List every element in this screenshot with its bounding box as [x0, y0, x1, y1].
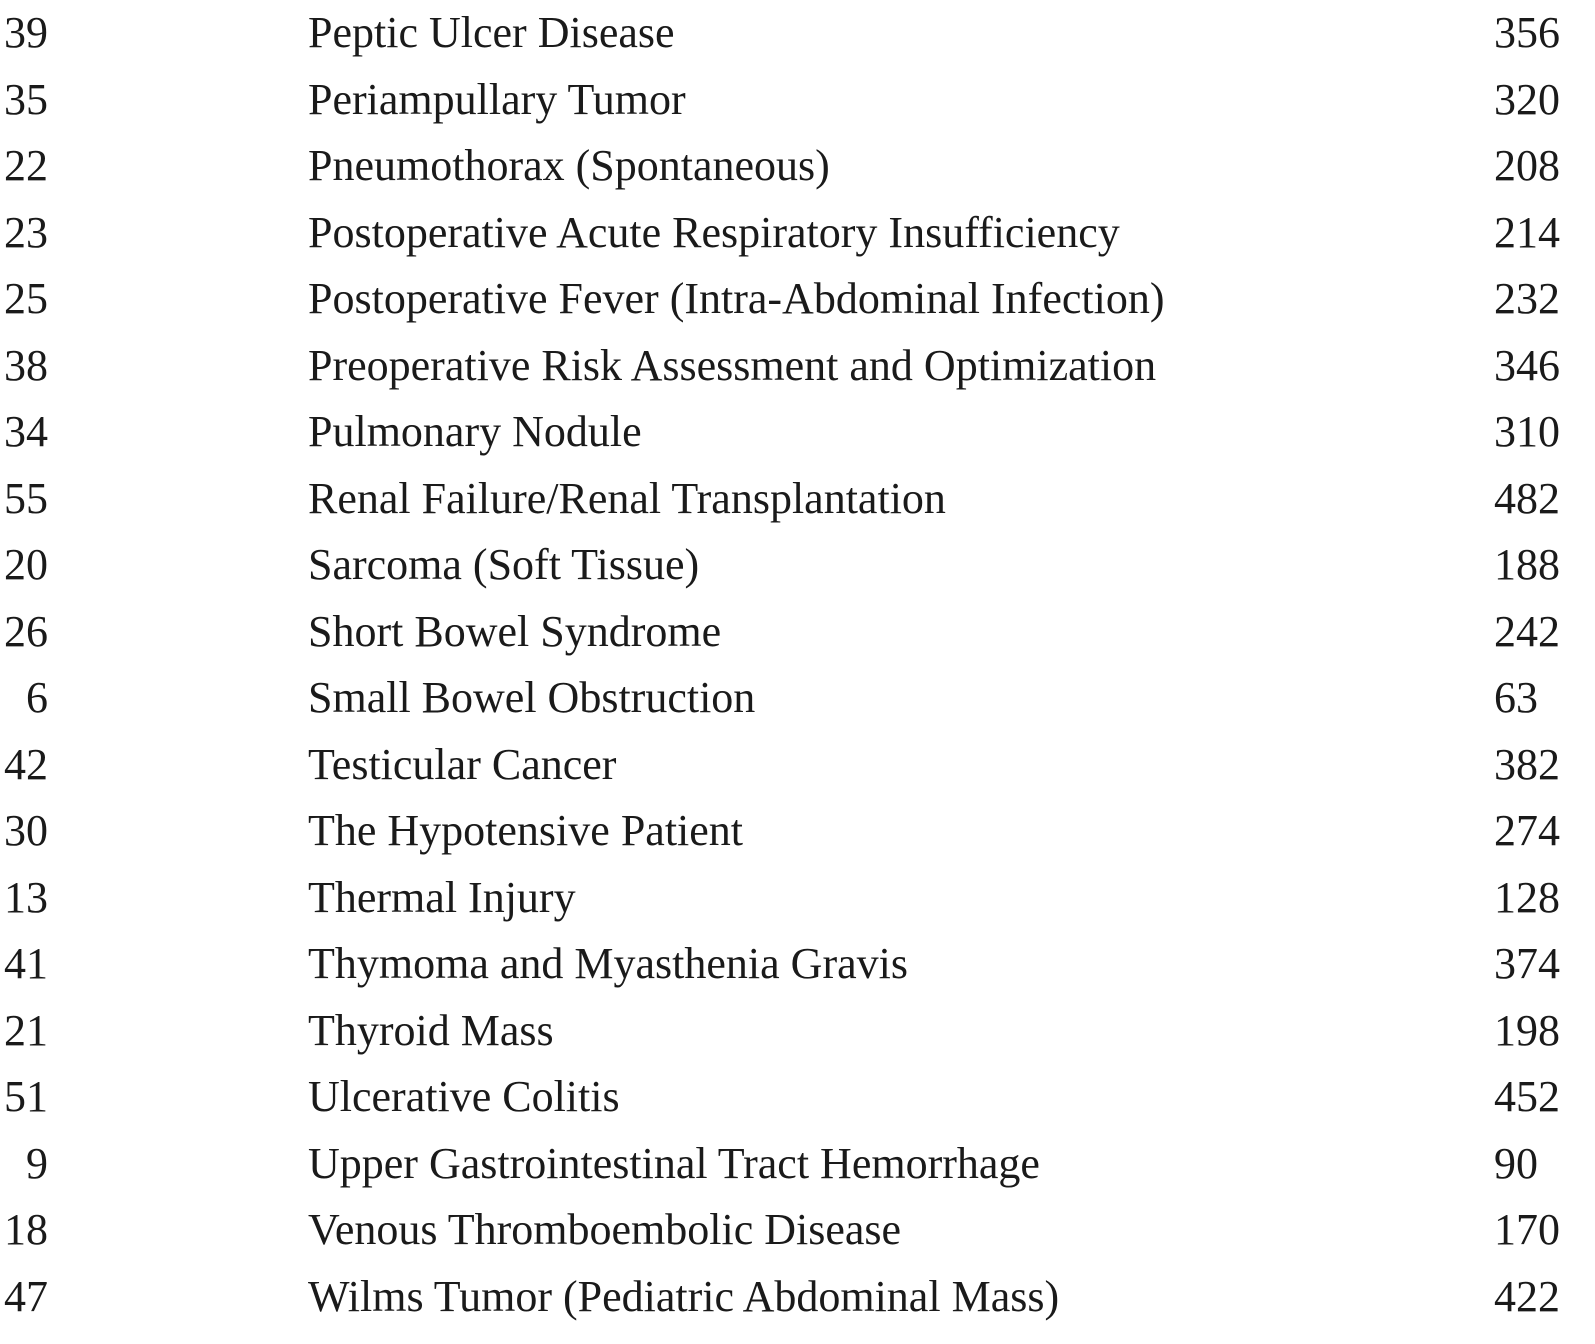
index-row [0, 665, 1595, 732]
case-number: 18 [4, 1205, 48, 1254]
case-title: Venous Thromboembolic Disease [308, 1205, 902, 1254]
index-row [0, 1064, 1595, 1131]
case-number: 41 [4, 939, 48, 988]
index-row [0, 998, 1595, 1065]
case-title: Ulcerative Colitis [308, 1072, 620, 1121]
case-number: 39 [4, 8, 48, 57]
case-title: Postoperative Acute Respiratory Insufficiency [308, 207, 1120, 257]
case-number: 51 [4, 1072, 48, 1121]
case-number: 26 [4, 606, 48, 656]
page-number: 274 [1494, 806, 1560, 855]
index-row [0, 67, 1595, 134]
index-row [0, 200, 1595, 267]
case-number: 47 [4, 1271, 48, 1321]
page-number: 356 [1494, 8, 1560, 57]
case-title: Pulmonary Nodule [308, 407, 642, 456]
case-number: 22 [4, 141, 48, 190]
case-title: Renal Failure/Renal Transplantation [308, 473, 946, 523]
page-number: 374 [1494, 939, 1560, 988]
page-number: 452 [1494, 1072, 1560, 1121]
index-row [0, 865, 1595, 932]
page-number: 310 [1494, 407, 1560, 456]
index-row [0, 532, 1595, 599]
case-title: Short Bowel Syndrome [308, 606, 722, 656]
case-number: 30 [4, 806, 48, 855]
page-number: 90 [1494, 1138, 1538, 1188]
case-title: Thymoma and Myasthenia Gravis [308, 939, 908, 988]
index-row [0, 798, 1595, 865]
case-number: 23 [4, 207, 48, 257]
case-number: 25 [4, 274, 48, 323]
case-number: 38 [4, 340, 48, 390]
page-number: 232 [1494, 274, 1560, 323]
index-row [0, 333, 1595, 400]
case-number: 42 [4, 739, 48, 789]
case-number: 55 [4, 473, 48, 523]
index-row [0, 266, 1595, 333]
index-row [0, 1264, 1595, 1331]
page-number: 422 [1494, 1271, 1560, 1321]
page-number: 198 [1494, 1005, 1560, 1055]
page-number: 188 [1494, 540, 1560, 589]
case-number: 9 [26, 1138, 48, 1188]
index-row [0, 466, 1595, 533]
case-title: The Hypotensive Patient [308, 806, 744, 855]
index-row [0, 599, 1595, 666]
case-title: Pneumothorax (Spontaneous) [308, 141, 830, 190]
case-title: Postoperative Fever (Intra-Abdominal Infection) [308, 274, 1165, 323]
index-row [0, 133, 1595, 200]
page-number: 382 [1494, 739, 1560, 789]
case-title: Sarcoma (Soft Tissue) [308, 540, 700, 589]
case-title: Testicular Cancer [308, 739, 617, 789]
case-title: Thermal Injury [308, 872, 576, 922]
index-row [0, 0, 1595, 67]
page-number: 346 [1494, 340, 1560, 390]
page-number: 63 [1494, 673, 1538, 722]
case-number: 21 [4, 1005, 48, 1055]
index-row [0, 931, 1595, 998]
case-title: Thyroid Mass [308, 1005, 554, 1055]
case-title: Wilms Tumor (Pediatric Abdominal Mass) [308, 1271, 1060, 1321]
case-number: 6 [26, 673, 48, 722]
index-row [0, 1197, 1595, 1264]
case-number: 35 [4, 74, 48, 124]
page-number: 320 [1494, 74, 1560, 124]
case-number: 13 [4, 872, 48, 922]
case-title: Periampullary Tumor [308, 74, 686, 124]
case-title: Small Bowel Obstruction [308, 673, 756, 722]
index-row [0, 399, 1595, 466]
page-number: 242 [1494, 606, 1560, 656]
index-row [0, 1131, 1595, 1198]
page-number: 482 [1494, 473, 1560, 523]
case-number: 34 [4, 407, 48, 456]
page-number: 214 [1494, 207, 1560, 257]
page-number: 208 [1494, 141, 1560, 190]
case-number: 20 [4, 540, 48, 589]
page-number: 128 [1494, 872, 1560, 922]
case-title: Upper Gastrointestinal Tract Hemorrhage [308, 1138, 1040, 1188]
case-title: Peptic Ulcer Disease [308, 8, 675, 57]
case-title: Preoperative Risk Assessment and Optimization [308, 340, 1157, 390]
page-number: 170 [1494, 1205, 1560, 1254]
index-row [0, 732, 1595, 799]
